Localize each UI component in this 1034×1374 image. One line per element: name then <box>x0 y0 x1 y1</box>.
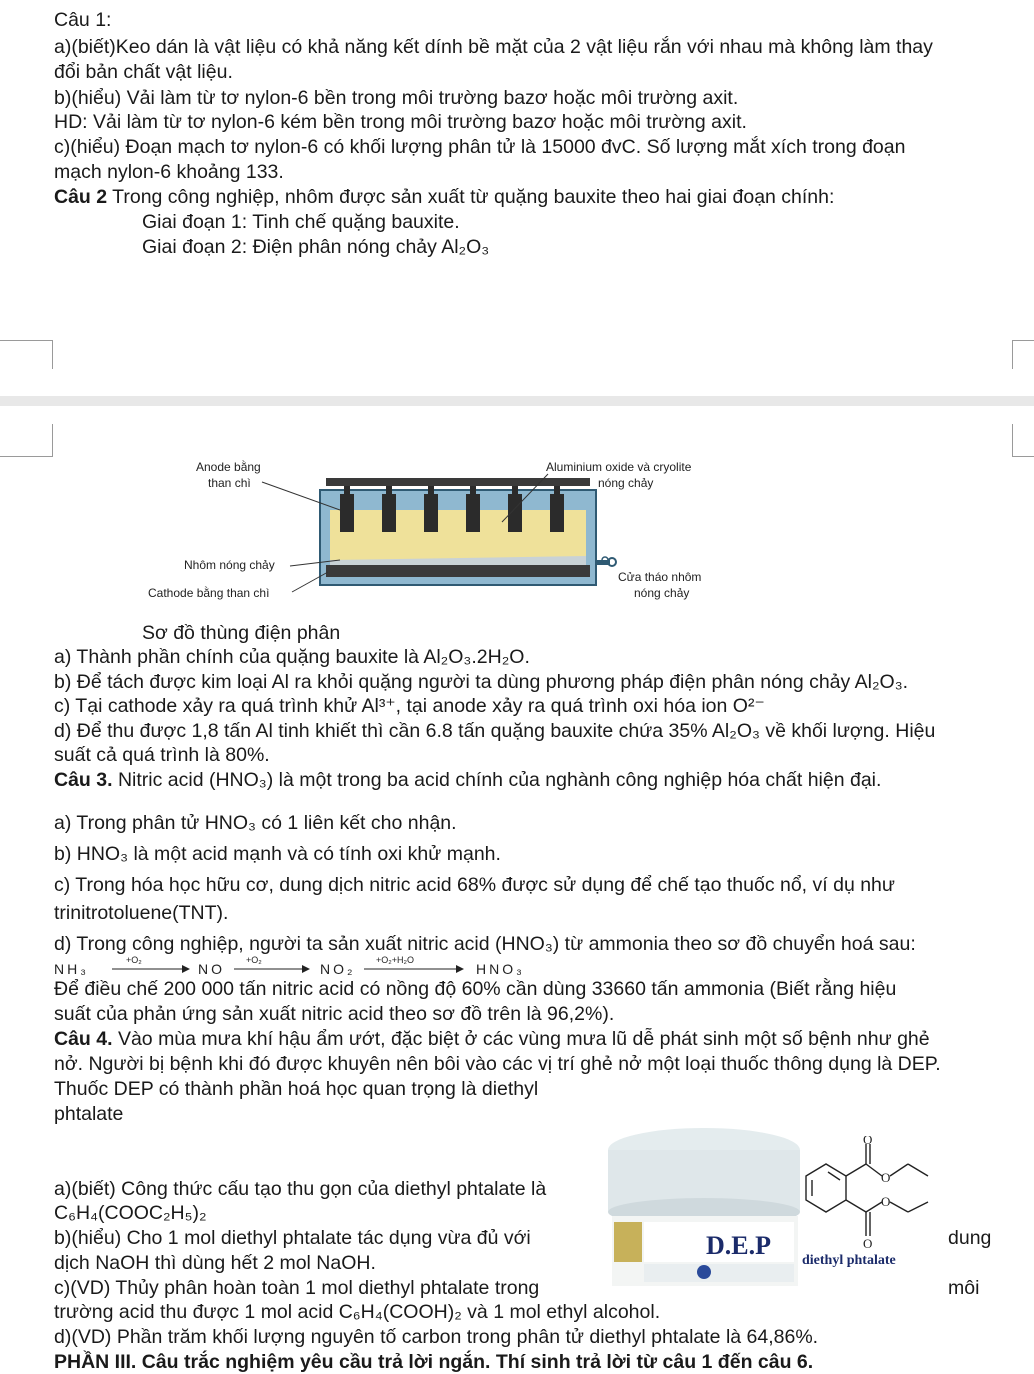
anode-label-1: Anode bằng <box>196 460 261 474</box>
molten-al-label: Nhôm nóng chảy <box>184 558 275 572</box>
species-no: NO <box>198 961 225 977</box>
cathode-lining <box>326 565 590 577</box>
q2-label: Câu 2 <box>54 186 108 208</box>
cathode-label: Cathode bằng than chì <box>148 586 270 600</box>
q3-intro: Nitric acid (HNO₃) là một trong ba acid chính của nghành công nghiệp hóa chất hiện đại. <box>112 769 882 791</box>
q4-c-line1: c)(VD) Thủy phân hoàn toàn 1 mol diethyl phtalate trong <box>54 1277 540 1299</box>
q1-a-line2: đổi bản chất vật liệu. <box>54 61 233 83</box>
q2-b: b) Để tách được kim loại Al ra khỏi quặng người ta dùng phương pháp điện phân nóng chảy Al₂O₃. <box>54 671 909 693</box>
q1-b: b)(hiểu) Vải làm từ tơ nylon-6 bền trong môi trường bazơ hoặc môi trường axit. <box>54 87 739 109</box>
anode-bar <box>326 478 590 486</box>
q2-intro-line <box>54 185 834 209</box>
q4-a-line2: C₆H₄(COOC₂H₅)₂ <box>54 1202 207 1224</box>
q1-c-line2: mạch nylon-6 khoảng 133. <box>54 161 284 183</box>
arrow-label-1: +O₂ <box>126 955 142 965</box>
q4-intro-line4: phtalate <box>54 1103 124 1125</box>
q2-stage1: Giai đoạn 1: Tinh chế quặng bauxite. <box>142 211 460 233</box>
q2-c: c) Tại cathode xảy ra quá trình khử Al³⁺, tại anode xảy ra quá trình oxi hóa ion O²⁻ <box>54 695 765 717</box>
crop-mark <box>0 424 53 457</box>
q1-c-line1: c)(hiểu) Đoạn mạch tơ nylon-6 có khối lượng phân tử là 15000 đvC. Số lượng mắt xích trong đoạn <box>54 136 906 158</box>
tap-icon <box>596 557 616 566</box>
q4-b-line1-end: dung <box>948 1227 992 1249</box>
electrolysis-diagram <box>140 452 780 617</box>
tap-label-2: nóng chảy <box>634 586 690 600</box>
svg-text:O: O <box>881 1170 891 1185</box>
jar-label: D.E.P <box>706 1231 771 1260</box>
q4-intro-line1-wrap <box>54 1027 930 1051</box>
q4-intro-line2: nở. Người bị bệnh khi đó được khuyên nên bôi vào các vị trí ghẻ nở một loại thuốc thông dụng là DEP. <box>54 1053 941 1075</box>
q4-intro-line3: Thuốc DEP có thành phần hoá học quan trọng là diethyl <box>54 1078 539 1100</box>
oxide-label-1: Aluminium oxide và cryolite <box>546 460 692 474</box>
q4-b-line1: b)(hiểu) Cho 1 mol diethyl phtalate tác dụng vừa đủ với <box>54 1227 531 1249</box>
q1-hd: HD: Vải làm từ tơ nylon-6 kém bền trong môi trường bazơ hoặc môi trường axit. <box>54 111 747 133</box>
q3-d: d) Trong công nghiệp, người ta sản xuất nitric acid (HNO₃) từ ammonia theo sơ đồ chuyển hoá sau: <box>54 933 916 955</box>
structure-label: diethyl phtalate <box>802 1253 896 1268</box>
q1-title: Câu 1: <box>54 9 112 31</box>
crop-mark <box>1012 424 1034 457</box>
q4-a-line1: a)(biết) Công thức cấu tạo thu gọn của diethyl phtalate là <box>54 1178 547 1200</box>
q2-d-line1: d) Để thu được 1,8 tấn Al tinh khiết thì cần 6.8 tấn quặng bauxite chứa 35% Al₂O₃ về khối lượng. Hiệu <box>54 720 936 742</box>
q3-b: b) HNO₃ là một acid mạnh và có tính oxi khử mạnh. <box>54 843 501 865</box>
species-hno3: HNO₃ <box>476 961 525 977</box>
crop-mark <box>1012 340 1034 369</box>
svg-text:O: O <box>863 1236 873 1251</box>
q3-d2-line1: Để điều chế 200 000 tấn nitric acid có nồng độ 60% cần dùng 33660 tấn ammonia (Biết rằng hiệu <box>54 978 897 1000</box>
dep-jar-image <box>608 1126 804 1298</box>
q2-a: a) Thành phần chính của quặng bauxite là Al₂O₃.2H₂O. <box>54 646 530 668</box>
q4-c-line2: trường acid thu được 1 mol acid C₆H₄(COOH)₂ và 1 mol ethyl alcohol. <box>54 1301 661 1323</box>
q4-d: d)(VD) Phần trăm khối lượng nguyên tố carbon trong phân tử diethyl phtalate là 64,86%. <box>54 1326 819 1348</box>
q4-c-line1-end: môi <box>948 1277 980 1299</box>
q2-intro: Trong công nghiệp, nhôm được sản xuất từ quặng bauxite theo hai giai đoạn chính: <box>107 186 835 208</box>
q3-intro-line <box>54 768 881 792</box>
oxide-label-2: nóng chảy <box>598 476 654 490</box>
svg-text:O: O <box>863 1136 873 1147</box>
q3-label: Câu 3. <box>54 769 113 791</box>
jar-logo-icon <box>697 1265 711 1279</box>
q2-d-line2: suất cả quá trình là 80%. <box>54 744 270 766</box>
q4-intro-line1: Vào mùa mưa khí hậu ẩm ướt, đặc biệt ở các vùng mưa lũ dễ phát sinh một số bệnh như ghẻ <box>112 1028 930 1050</box>
q4-label: Câu 4. <box>54 1028 113 1050</box>
diagram-caption: Sơ đồ thùng điện phân <box>142 622 341 644</box>
arrow-label-3: +O₂+H₂O <box>376 955 414 965</box>
q2-stage2: Giai đoạn 2: Điện phân nóng chảy Al₂O₃ <box>142 236 490 258</box>
q3-a: a) Trong phân tử HNO₃ có 1 liên kết cho nhận. <box>54 812 457 834</box>
species-no2: NO₂ <box>320 961 356 977</box>
page-gap <box>0 396 1034 406</box>
part3-heading: PHẦN III. Câu trắc nghiệm yêu cầu trả lời ngắn. Thí sinh trả lời từ câu 1 đến câu 6. <box>54 1351 814 1373</box>
q3-c-line1: c) Trong hóa học hữu cơ, dung dịch nitric acid 68% được sử dụng để chế tạo thuốc nổ, ví dụ như <box>54 874 895 896</box>
svg-text:O: O <box>881 1194 891 1209</box>
arrow-label-2: +O₂ <box>246 955 262 965</box>
q1-a-line1: a)(biết)Keo dán là vật liệu có khả năng kết dính bề mặt của 2 vật liệu rắn với nhau mà không làm thay <box>54 36 933 58</box>
anode-label-2: than chì <box>208 476 251 490</box>
diethyl-phtalate-structure <box>796 1136 956 1270</box>
crop-mark <box>0 340 53 369</box>
q4-b-line2: dịch NaOH thì dùng hết 2 mol NaOH. <box>54 1252 376 1274</box>
q3-d2-line2: suất của phản ứng sản xuất nitric acid theo sơ đồ trên là 96,2%). <box>54 1003 615 1025</box>
tap-label-1: Cửa tháo nhôm <box>618 570 702 584</box>
q3-c-line2: trinitrotoluene(TNT). <box>54 902 229 924</box>
species-nh3: NH₃ <box>54 961 89 977</box>
